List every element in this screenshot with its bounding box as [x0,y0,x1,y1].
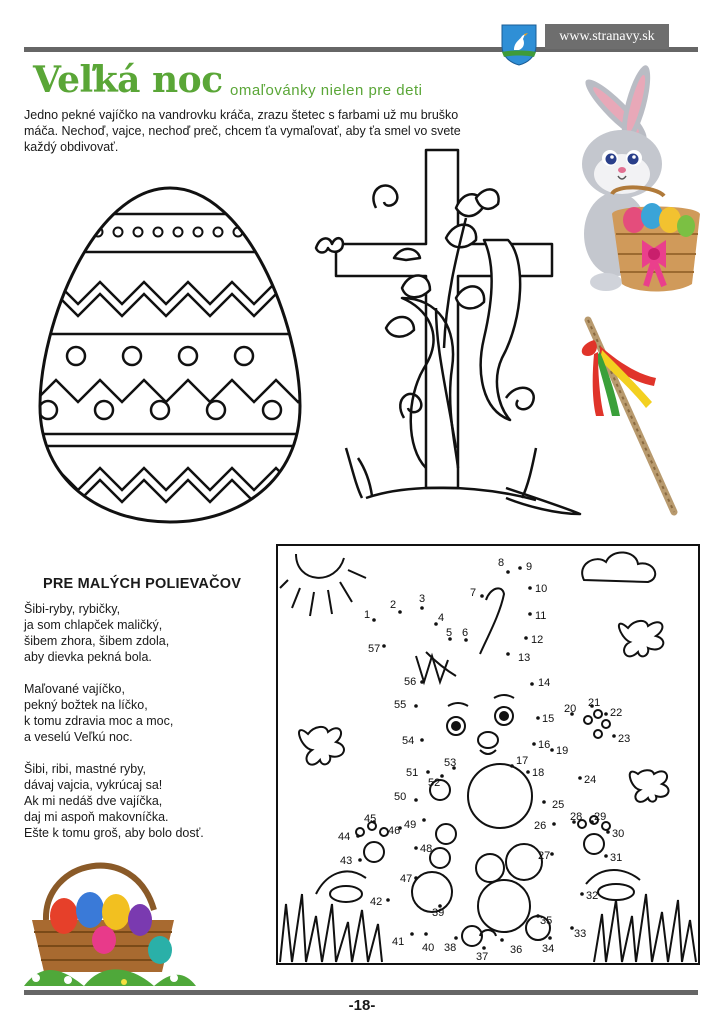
village-crest-icon [501,24,537,66]
cross-with-lilies-drawing [306,148,586,522]
dot-51 [406,767,430,779]
svg-text:52: 52 [428,777,441,789]
dot-6 [462,627,468,642]
dot-41 [392,932,414,948]
svg-text:9: 9 [526,561,533,573]
svg-text:2: 2 [390,599,397,611]
svg-text:32: 32 [586,890,599,902]
dot-23 [612,733,630,745]
dot-43 [340,855,362,867]
dot-29 [590,811,606,824]
svg-text:16: 16 [538,739,551,751]
dot-25 [542,799,564,811]
svg-text:55: 55 [394,699,407,711]
bunny-with-basket-illustration [546,64,708,296]
dot-labels [338,557,630,963]
dot-20 [564,703,576,716]
svg-text:18: 18 [532,767,545,779]
dot-52 [428,774,444,789]
dot-45 [364,813,376,825]
poem-line: daj mi aspoň makovníčka. [24,810,169,824]
svg-text:22: 22 [610,707,623,719]
poem-line: Šibi, ribi, mastné ryby, [24,762,147,776]
svg-text:23: 23 [618,733,631,745]
svg-text:49: 49 [404,819,417,831]
dot-9 [518,561,532,573]
dot-18 [526,767,544,779]
svg-text:40: 40 [422,942,435,954]
intro-verse: Jedno pekné vajíčko na vandrovku kráča, zrazu štetec s farbami už mu bruško máča. Nechoď, vajce, nechoď preč, chcem ťa vymaľovať, aby ťa smel vo svete každý obdivovať. [24,108,461,154]
svg-text:30: 30 [612,828,625,840]
dot-1 [364,609,376,622]
dot-21 [588,697,600,709]
svg-text:31: 31 [610,852,623,864]
svg-text:43: 43 [340,855,353,867]
dot-17 [510,755,528,768]
poem-line: ja som chlapček maličký, [24,618,163,632]
poem-line: Maľované vajíčko, [24,682,125,696]
svg-text:48: 48 [420,843,433,855]
dot-46 [388,825,402,837]
poem-body [24,601,264,857]
svg-text:41: 41 [392,936,405,948]
dot-53 [444,757,456,770]
svg-text:3: 3 [419,593,426,605]
dot-14 [530,677,550,689]
easter-basket-photo [24,840,196,986]
page-subtitle: omaľovánky nielen pre deti [230,82,423,99]
dot-26 [534,820,556,832]
svg-text:56: 56 [404,676,417,688]
svg-text:28: 28 [570,811,583,823]
svg-text:33: 33 [574,928,587,940]
svg-text:26: 26 [534,820,547,832]
poem-line: Ak mi nedáš dve vajíčka, [24,794,163,808]
svg-text:21: 21 [588,697,601,709]
dot-4 [434,612,444,626]
svg-text:46: 46 [388,825,401,837]
dot-31 [604,852,622,864]
dot-19 [550,745,568,757]
svg-text:13: 13 [518,652,531,664]
svg-text:45: 45 [364,813,377,825]
dot-37 [476,946,488,963]
svg-text:53: 53 [444,757,457,769]
dot-50 [394,791,418,803]
dot-33 [570,926,586,940]
svg-text:8: 8 [498,557,505,569]
svg-text:11: 11 [535,610,547,622]
dot-24 [578,774,596,786]
svg-text:14: 14 [538,677,551,689]
svg-text:25: 25 [552,799,565,811]
poem-title: PRE MALÝCH POLIEVAČOV [43,576,242,592]
poem-stanza [24,681,264,745]
dot-11 [528,610,546,622]
poem-line: dávaj vajcia, vykrúcaj sa! [24,778,163,792]
svg-text:24: 24 [584,774,597,786]
svg-text:27: 27 [538,850,551,862]
dot-10 [528,583,547,595]
dot-38 [444,936,458,954]
poem-line: šibem zhora, šibem zdola, [24,634,170,648]
easter-whip-illustration [576,316,680,516]
svg-text:10: 10 [535,583,548,595]
svg-text:44: 44 [338,831,351,843]
svg-text:51: 51 [406,767,419,779]
svg-text:50: 50 [394,791,407,803]
dot-40 [422,932,434,954]
dot-55 [394,699,418,711]
dot-49 [404,818,426,831]
poem-line: aby dievka pekná bola. [24,650,152,664]
dot-27 [538,850,554,862]
dot-57 [368,643,386,655]
svg-text:47: 47 [400,873,413,885]
dot-48 [414,843,432,855]
page-number: -18- [348,997,376,1014]
poem-line: Šibi-ryby, rybičky, [24,602,121,616]
dot-56 [404,676,424,688]
dot-16 [532,739,550,751]
svg-text:20: 20 [564,703,577,715]
svg-text:42: 42 [370,896,383,908]
svg-text:6: 6 [462,627,469,639]
svg-text:35: 35 [540,915,553,927]
poem-line: Ešte k tomu groš, aby bolo dosť. [24,826,204,840]
poem-line: k tomu zdravia moc a moc, [24,714,174,728]
footer-rule [24,990,698,995]
svg-text:36: 36 [510,944,523,956]
dot-42 [370,896,390,908]
dot-5 [446,627,452,641]
svg-text:1: 1 [364,609,371,621]
svg-text:57: 57 [368,643,381,655]
dot-39 [432,904,444,919]
poem-stanza [24,761,264,841]
svg-text:5: 5 [446,627,453,639]
poem-stanza [24,601,264,665]
dot-15 [536,713,554,725]
dot-to-dot-puzzle [276,544,700,965]
svg-text:4: 4 [438,612,445,624]
svg-text:15: 15 [542,713,555,725]
svg-text:39: 39 [432,907,445,919]
dot-8 [498,557,510,574]
page-title: Veľká noc [33,59,223,101]
easter-egg-coloring-drawing [34,184,306,526]
poem-line: a veselú Veľkú noc. [24,730,133,744]
dot-28 [570,811,582,824]
svg-text:34: 34 [542,943,555,955]
svg-text:29: 29 [594,811,607,823]
dot-2 [390,599,402,614]
dot-54 [402,735,424,747]
dot-13 [506,652,530,664]
dot-12 [524,634,543,646]
svg-text:38: 38 [444,942,457,954]
svg-text:7: 7 [470,587,477,599]
poem-line: pekný božtek na líčko, [24,698,148,712]
dot-3 [419,593,425,610]
svg-text:37: 37 [476,951,489,963]
svg-text:19: 19 [556,745,569,757]
site-url-badge[interactable]: www.stranavy.sk [545,24,669,49]
svg-text:54: 54 [402,735,415,747]
dot-35 [536,914,552,927]
svg-text:12: 12 [531,634,544,646]
dot-22 [604,707,622,719]
dot-32 [580,890,598,902]
dot-7 [470,587,484,599]
dot-36 [500,938,522,956]
svg-text:17: 17 [516,755,529,767]
